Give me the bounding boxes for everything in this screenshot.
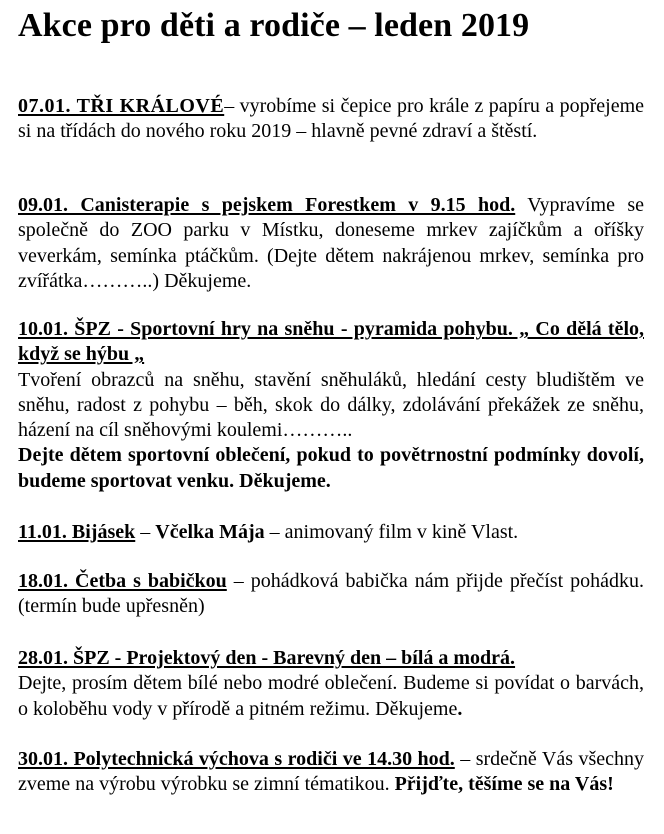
event-note: Přijďte, těšíme se na Vás! [394, 773, 614, 796]
event-1101 [18, 520, 644, 545]
event-heading: 07.01. TŘI KRÁLOVÉ [18, 95, 225, 117]
page-title: Akce pro děti a rodiče – leden 2019 [18, 7, 530, 44]
event-text: Vypravíme se společně do ZOO parku v Místku, doneseme mrkev zajíčkům a oříšky veverkám, semínka ptáčkům. (Dejte dětem nakrájenou mrkev, semínka pro zvířátka………..) Děkujeme. [18, 194, 644, 292]
event-text: – srdečně Vás všechny zveme na výrobu výrobku se zimní tématikou. [18, 748, 644, 796]
event-heading: 18.01. Četba s babičkou [18, 570, 227, 592]
event-2801 [18, 646, 644, 722]
event-text: – pohádková babička nám přijde přečíst pohádku. (termín bude upřesněn) [18, 570, 645, 618]
event-text: Tvoření obrazců na sněhu, stavění sněhuláků, hledání cesty bludištěm ve sněhu, radost z pohybu – běh, skok do dálky, zdolávání překážek ze sněhu, házení na cíl sněhovými koulemi……….. [18, 368, 644, 442]
event-1801 [18, 569, 644, 620]
event-heading: 10.01. ŠPZ - Sportovní hry na sněhu - pyramida pohybu. „ Co dělá tělo, když se hýbu „ [18, 318, 644, 366]
event-text: – animovaný film v kině Vlast. [264, 521, 519, 543]
event-film-title: Včelka Mája [155, 521, 265, 543]
event-text-wrap [18, 671, 644, 722]
event-0901 [18, 193, 644, 294]
event-text: – vyrobíme si čepice pro krále z papíru a popřejeme si na třídách do nového roku 2019 – hlavně pevné zdraví a štěstí. [18, 95, 645, 143]
event-heading: 11.01. Bijásek [18, 521, 136, 543]
event-heading: 09.01. Canisterapie s pejskem Forestkem v 9.15 hod. [18, 194, 516, 216]
event-3001 [18, 747, 644, 798]
event-heading: 30.01. Polytechnická výchova s rodiči ve 14.30 hod. [18, 748, 455, 770]
event-1001 [18, 317, 644, 494]
event-text-end: . [457, 697, 463, 720]
event-note: Dejte dětem sportovní oblečení, pokud to povětrnostní podmínky dovolí, budeme sportovat venku. Děkujeme. [18, 444, 644, 492]
event-heading: 28.01. ŠPZ - Projektový den - Barevný den – bílá a modrá. [18, 647, 516, 669]
event-text: Dejte, prosím dětem bílé nebo modré oblečení. Budeme si povídat o barvách, o koloběhu vody v přírodě a pitném režimu. Děkujeme [18, 672, 644, 720]
event-connector: – [135, 521, 156, 543]
event-0701 [18, 94, 644, 145]
